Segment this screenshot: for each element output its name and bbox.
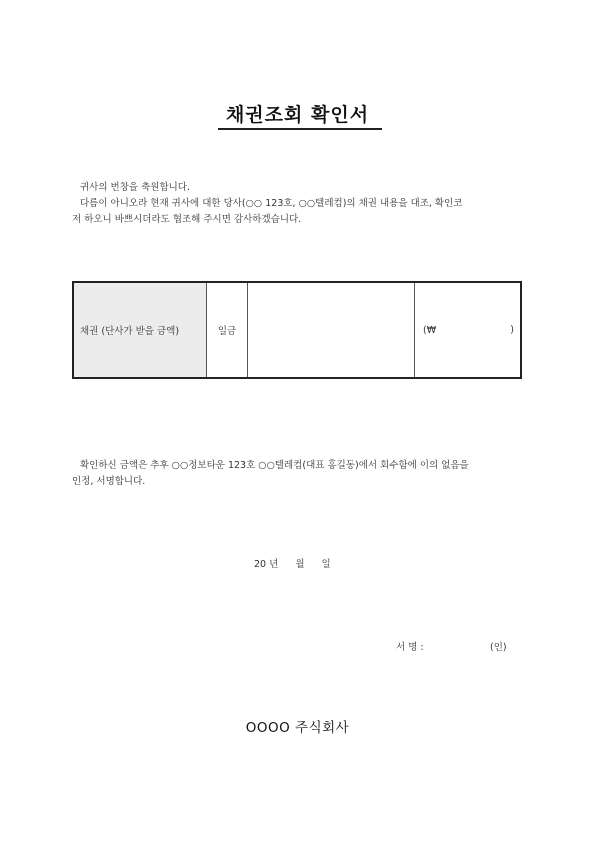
confirm-line-2: 인정, 서명합니다.: [72, 476, 146, 487]
signature-label: 서 명 :: [396, 642, 424, 653]
date-year[interactable]: 20 년: [254, 559, 279, 570]
intro-paragraph: [72, 180, 530, 228]
date-month[interactable]: 월: [295, 559, 305, 570]
date-line: [254, 556, 345, 570]
title-underline: [218, 128, 382, 130]
won-open: (₩: [423, 324, 437, 336]
intro-line-1: 귀사의 번창을 축원합니다.: [80, 182, 191, 193]
confirm-line-1: 확인하신 금액은 추후 ○○정보타운 123호 ○○텔레컴(대표 홍길동)에서 회수함에 이의 없음을: [80, 460, 469, 471]
date-day[interactable]: 일: [321, 559, 331, 570]
won-close: ): [510, 324, 514, 336]
amount-prefix-cell: 일금: [207, 282, 248, 378]
confirm-paragraph: [72, 458, 530, 490]
signature-seal[interactable]: (인): [490, 642, 507, 653]
claim-row: [73, 282, 521, 378]
amount-number-field[interactable]: [415, 282, 522, 378]
claim-label-cell: 채권 (단사가 받을 금액): [73, 282, 207, 378]
amount-words-field[interactable]: [248, 282, 415, 378]
claim-table: [72, 281, 522, 379]
intro-line-2: 다름이 아니오라 현재 귀사에 대한 당사(○○ 123호, ○○텔레컴)의 채권 내용을 대조, 확인코: [80, 198, 463, 209]
company-name: OOOO 주식회사: [245, 720, 350, 736]
document-title: 채권조회 확인서: [225, 104, 370, 126]
intro-line-3: 저 하오니 바쁘시더라도 협조해 주시면 감사하겠습니다.: [72, 214, 302, 225]
